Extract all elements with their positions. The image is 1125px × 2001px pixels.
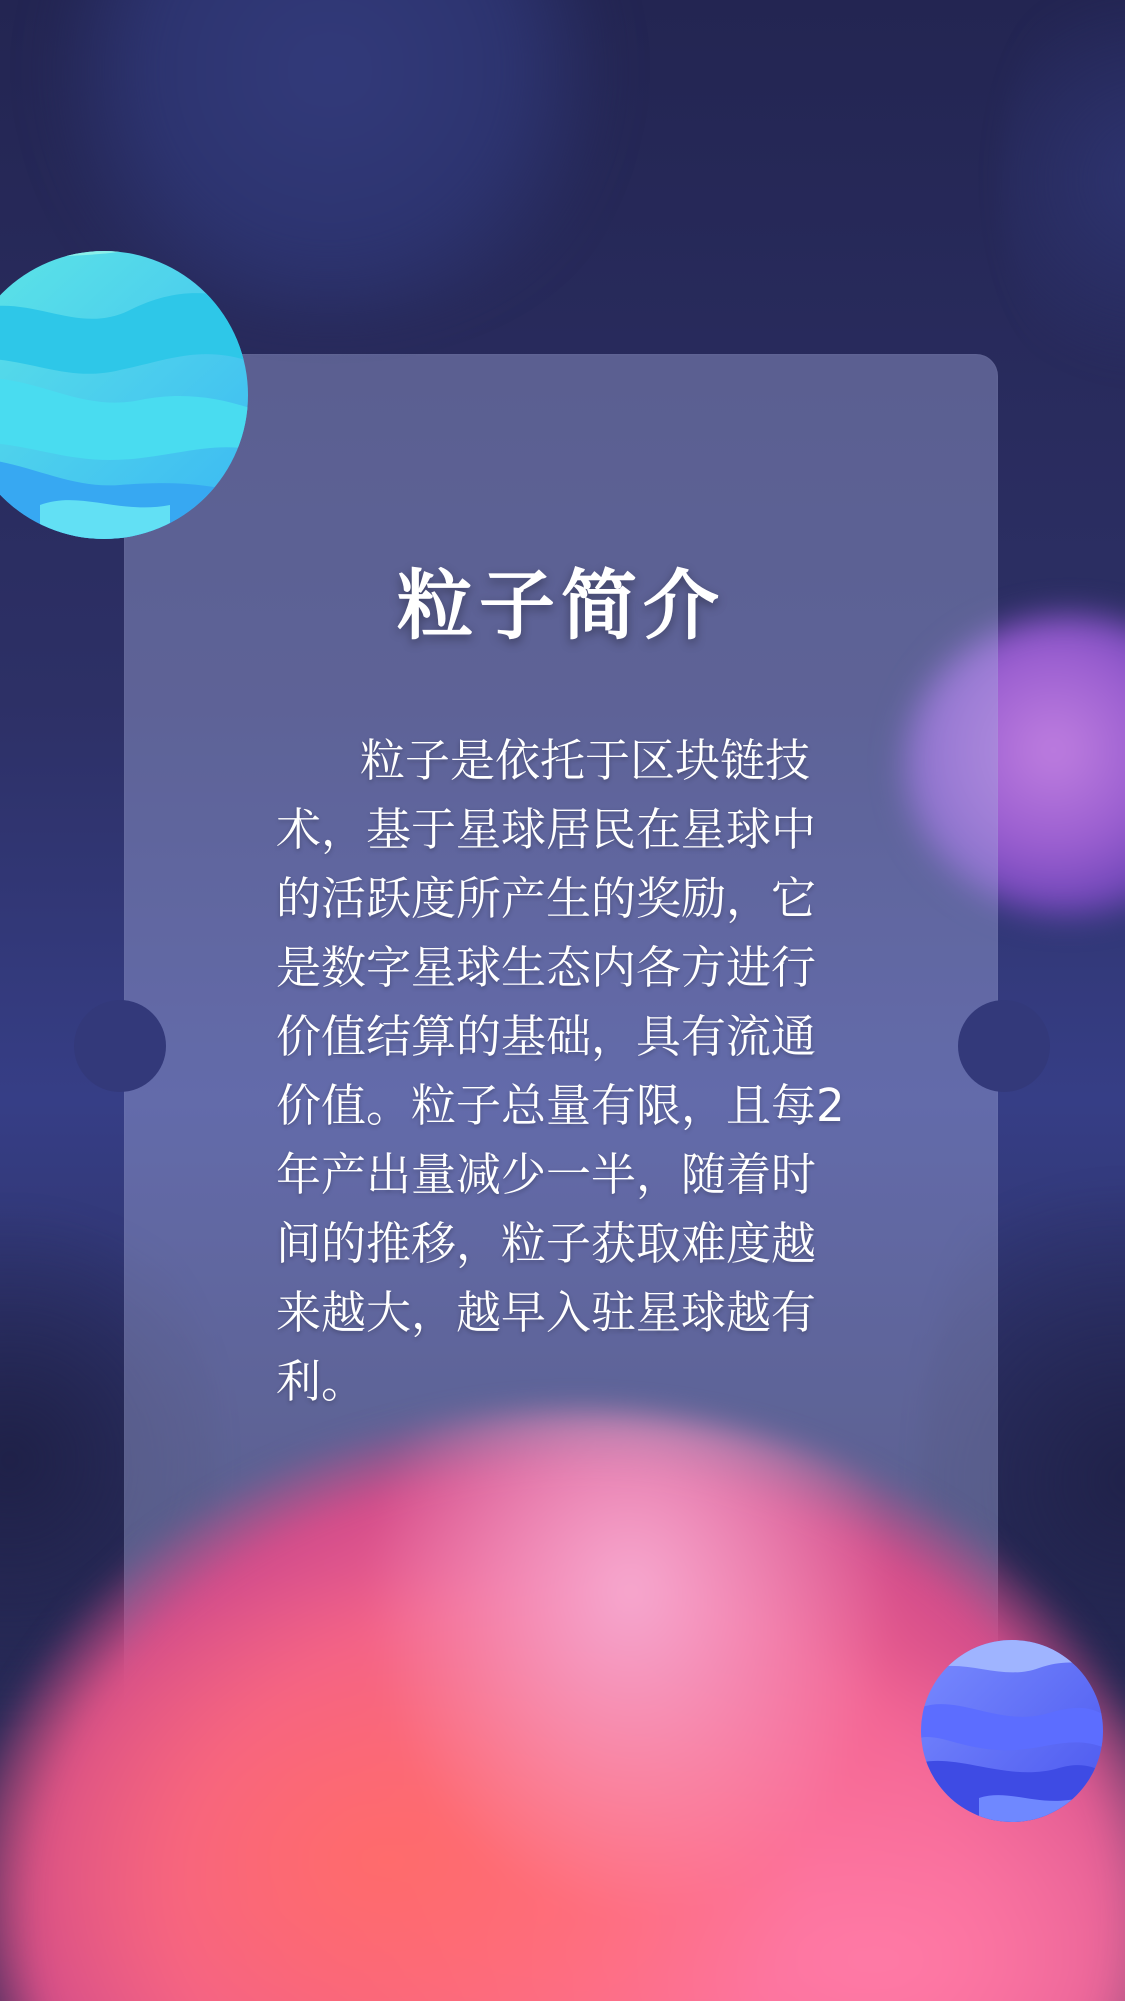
blue-planet-icon [919,1638,1105,1824]
intro-description: 粒子是依托于区块链技术，基于星球居民在星球中的活跃度所产生的奖励，它是数字星球生态内各方进行价值结算的基础，具有流通价值。粒子总量有限，且每2年产出量减少一半，随着时间的推移，粒子获取难度越来越大，越早入驻星球越有利。 [276,734,845,1408]
background-glow-right [1000,0,1125,420]
card-notch-right [958,1000,1050,1092]
page-title: 粒子简介 [397,561,725,650]
teal-planet-icon [0,250,250,540]
card-notch-left [74,1000,166,1092]
